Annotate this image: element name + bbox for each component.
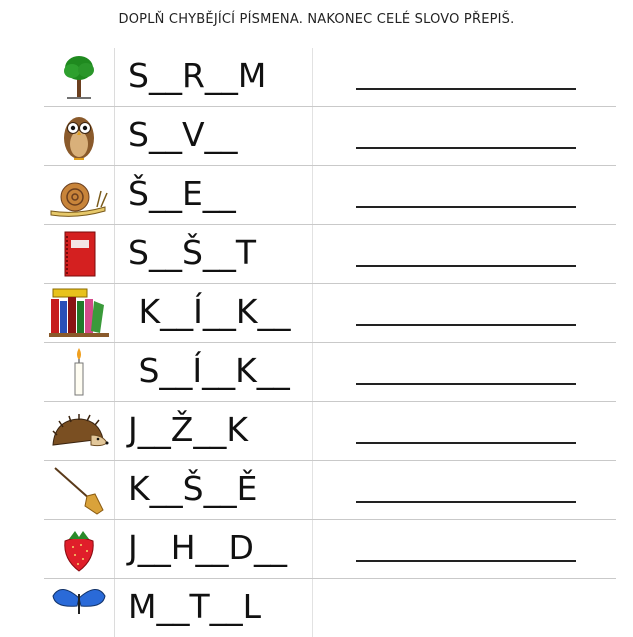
candle-icon xyxy=(47,346,111,398)
column-divider xyxy=(312,402,313,460)
column-divider xyxy=(312,343,313,401)
picture-cell xyxy=(44,48,115,106)
column-divider xyxy=(312,520,313,578)
column-divider xyxy=(312,48,313,106)
broom-icon xyxy=(47,464,111,516)
hedgehog-icon xyxy=(47,405,111,457)
column-divider xyxy=(312,166,313,224)
word-with-gaps: M__T__L xyxy=(128,587,262,626)
word-with-gaps: S__Í__K__ xyxy=(128,351,290,390)
tree-icon xyxy=(47,51,111,103)
word-with-gaps: J__H__D__ xyxy=(128,528,287,567)
column-divider xyxy=(312,107,313,165)
answer-line[interactable] xyxy=(356,383,576,385)
column-divider xyxy=(312,579,313,637)
answer-line[interactable] xyxy=(356,442,576,444)
word-with-gaps: Š__E__ xyxy=(128,174,236,213)
column-divider xyxy=(312,225,313,283)
word-with-gaps: K__Š__Ě xyxy=(128,469,258,508)
worksheet-row xyxy=(44,402,616,461)
answer-line[interactable] xyxy=(356,265,576,267)
worksheet-row xyxy=(44,343,616,402)
answer-line[interactable] xyxy=(356,560,576,562)
worksheet-row xyxy=(44,107,616,166)
word-with-gaps: J__Ž__K xyxy=(128,410,248,449)
picture-cell xyxy=(44,107,115,165)
worksheet-row xyxy=(44,225,616,284)
answer-line[interactable] xyxy=(356,501,576,503)
word-with-gaps: K__Í__K__ xyxy=(128,292,291,331)
books-icon xyxy=(47,287,111,339)
owl-icon xyxy=(47,110,111,162)
worksheet-row xyxy=(44,284,616,343)
picture-cell xyxy=(44,520,115,578)
picture-cell xyxy=(44,402,115,460)
picture-cell xyxy=(44,579,115,637)
picture-cell xyxy=(44,225,115,283)
strawberry-icon xyxy=(47,523,111,575)
worksheet-row xyxy=(44,48,616,107)
word-with-gaps: S__V__ xyxy=(128,115,238,154)
notebook-icon xyxy=(47,228,111,280)
picture-cell xyxy=(44,166,115,224)
worksheet-row xyxy=(44,166,616,225)
picture-cell xyxy=(44,343,115,401)
butterfly-icon xyxy=(47,582,111,634)
worksheet-row xyxy=(44,461,616,520)
picture-cell xyxy=(44,284,115,342)
answer-line[interactable] xyxy=(356,206,576,208)
answer-line[interactable] xyxy=(356,324,576,326)
column-divider xyxy=(312,461,313,519)
worksheet-table xyxy=(44,48,616,637)
worksheet-row xyxy=(44,579,616,637)
worksheet-row xyxy=(44,520,616,579)
instructions: DOPLŇ CHYBĚJÍCÍ PÍSMENA. NAKONEC CELÉ SLOVO PŘEPIŠ. xyxy=(118,12,515,27)
word-with-gaps: S__R__M xyxy=(128,56,267,95)
answer-line[interactable] xyxy=(356,88,576,90)
word-with-gaps: S__Š__T xyxy=(128,233,257,272)
column-divider xyxy=(312,284,313,342)
picture-cell xyxy=(44,461,115,519)
snail-icon xyxy=(47,169,111,221)
answer-line[interactable] xyxy=(356,147,576,149)
